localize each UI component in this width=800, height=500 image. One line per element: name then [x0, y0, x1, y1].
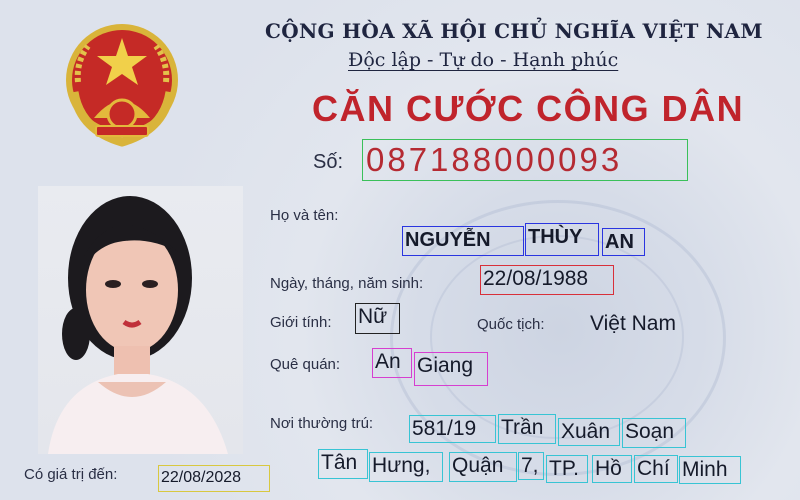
residence-word: Minh — [679, 456, 741, 484]
hometown-label: Quê quán: — [270, 356, 341, 373]
card-title: CĂN CƯỚC CÔNG DÂN — [312, 88, 745, 129]
residence-word: Quận — [449, 452, 517, 482]
residence-word: Xuân — [558, 418, 620, 446]
residence-word: 7, — [518, 452, 544, 480]
sex-value: Nữ — [355, 303, 400, 334]
residence-label: Nơi thường trú: — [270, 415, 374, 432]
nationality-label: Quốc tịch: — [477, 316, 545, 333]
name-word: AN — [602, 228, 645, 256]
country-heading: CỘNG HÒA XÃ HỘI CHỦ NGHĨA VIỆT NAM — [265, 19, 763, 43]
residence-word: TP. — [546, 455, 588, 483]
name-word: NGUYỄN — [402, 226, 524, 256]
sex-label: Giới tính: — [270, 314, 332, 331]
id-number: 087188000093 — [362, 139, 688, 181]
motto: Độc lập - Tự do - Hạnh phúc — [348, 49, 619, 71]
hometown-word: An — [372, 348, 412, 378]
name-label: Họ và tên: — [270, 207, 339, 224]
residence-word: 581/19 — [409, 415, 496, 443]
residence-word: Hồ — [592, 455, 632, 483]
expiry-label: Có giá trị đến: — [24, 466, 118, 483]
residence-word: Trần — [498, 414, 556, 444]
dob-value: 22/08/1988 — [480, 265, 614, 295]
residence-word: Chí — [634, 455, 678, 483]
dob-label: Ngày, tháng, năm sinh: — [270, 275, 424, 292]
nationality-value: Việt Nam — [590, 312, 676, 335]
residence-word: Hưng, — [369, 452, 443, 482]
residence-word: Tân — [318, 449, 368, 479]
id-number-label: Số: — [313, 151, 344, 173]
expiry-value: 22/08/2028 — [158, 465, 270, 492]
national-emblem-icon — [60, 22, 184, 150]
name-word: THÙY — [525, 223, 599, 256]
residence-word: Soạn — [622, 418, 686, 448]
hometown-word: Giang — [414, 352, 488, 386]
portrait-photo — [38, 186, 243, 454]
